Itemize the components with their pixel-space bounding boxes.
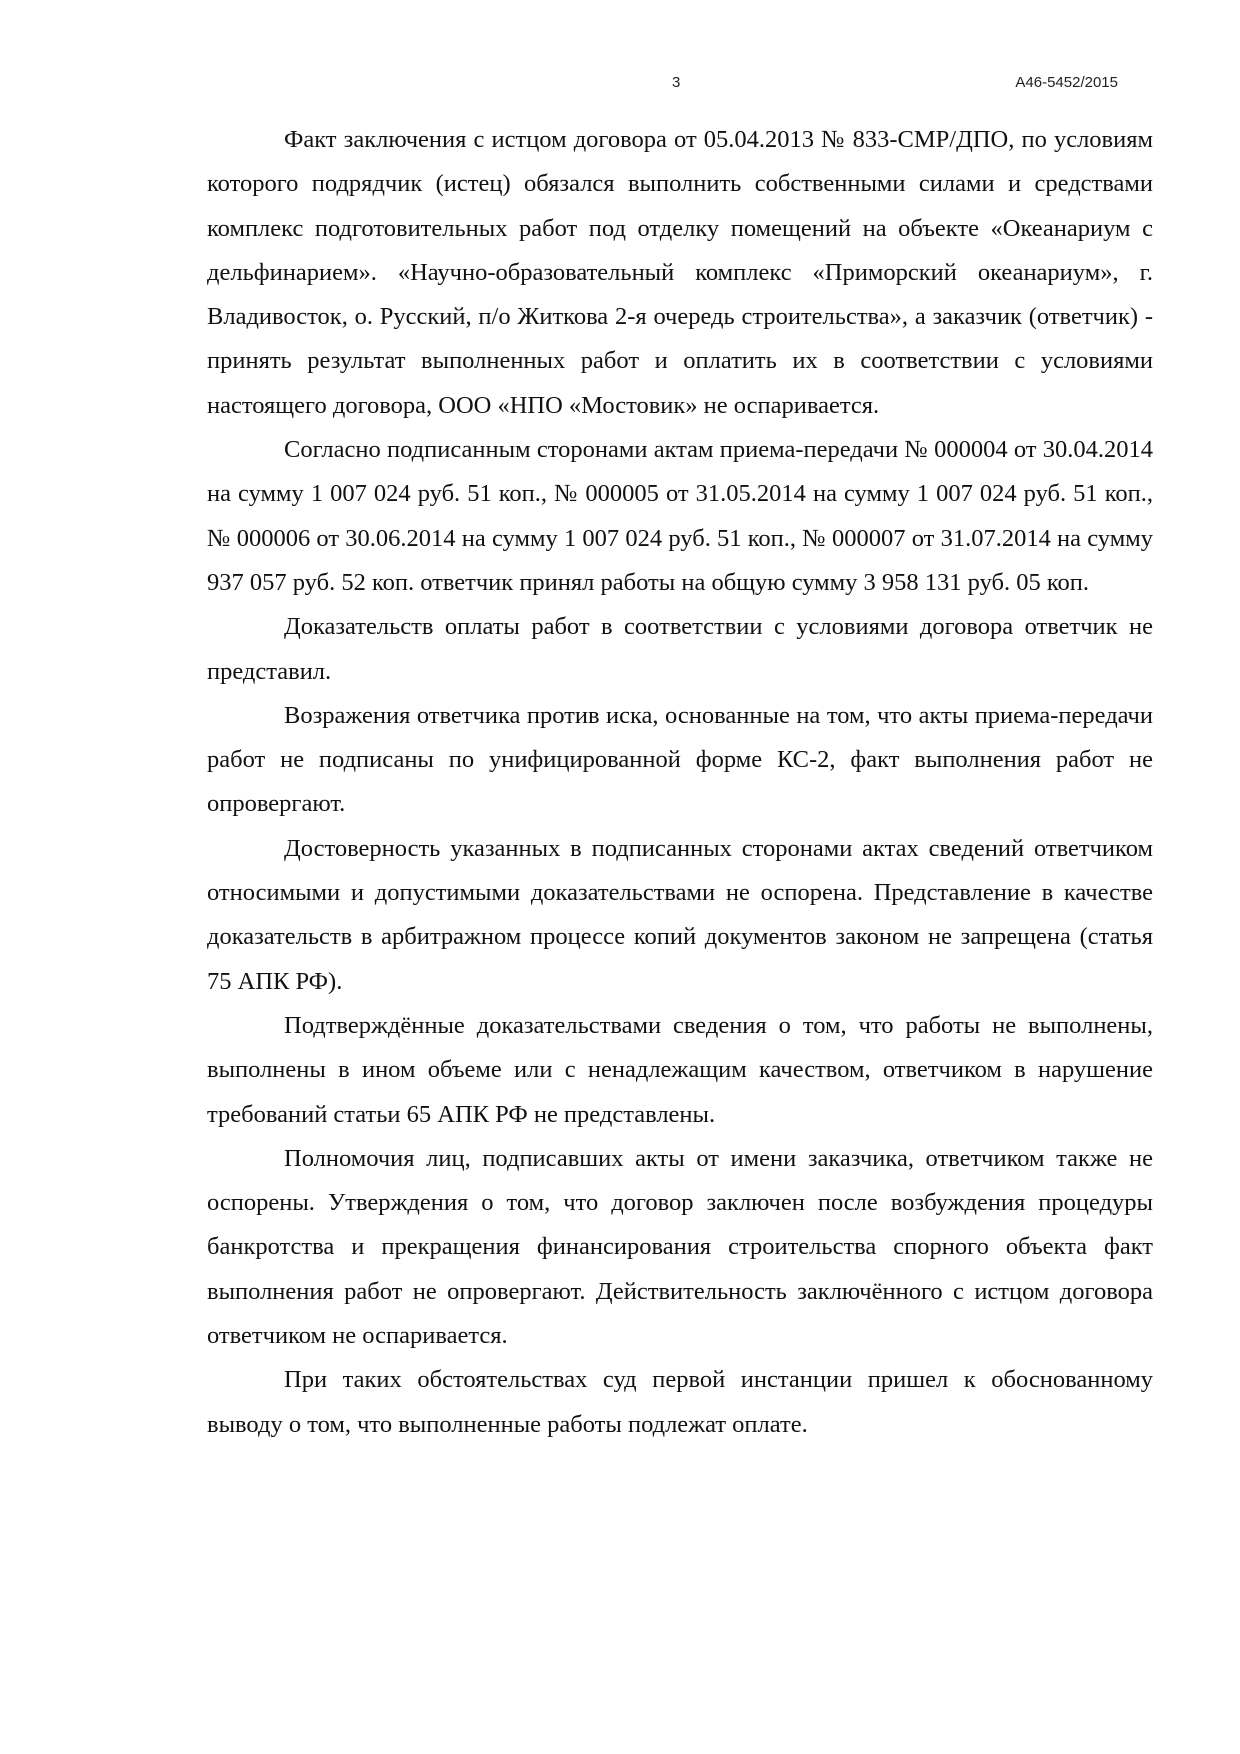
paragraph: Полномочия лиц, подписавших акты от имени заказчика, ответчиком также не оспорены. Утверждения о том, что договор заключен после возбуждения процедуры банкротства и прекращения финансирования строительства спорного объекта факт выполнения работ не опровергают. Действительность заключённого с истцом договора ответчиком не оспаривается. [207,1144,1153,1350]
case-number: А46-5452/2015 [1015,74,1118,91]
paragraph: Достоверность указанных в подписанных сторонами актах сведений ответчиком относимыми и допустимыми доказательствами не оспорена. Представление в качестве доказательств в арбитражном процессе копий документов законом не запрещена (статья 75 АПК РФ). [207,834,1153,995]
paragraph: Подтверждённые доказательствами сведения о том, что работы не выполнены, выполнены в ином объеме или с ненадлежащим качеством, ответчиком в нарушение требований статьи 65 АПК РФ не представлены. [207,1011,1153,1128]
paragraph: Согласно подписанным сторонами актам приема-передачи № 000004 от 30.04.2014 на сумму 1 007 024 руб. 51 коп., № 000005 от 31.05.2014 на сумму 1 007 024 руб. 51 коп., № 000006 от 30.06.2014 на сумму 1 007 024 руб. 51 коп., № 000007 от 31.07.2014 на сумму 937 057 руб. 52 коп. ответчик принял работы на общую сумму 3 958 131 руб. 05 коп. [207,436,1153,596]
paragraph: Факт заключения с истцом договора от 05.04.2013 № 833-СМР/ДПО, по условиям которого подрядчик (истец) обязался выполнить собственными силами и средствами комплекс подготовительных работ под отделку помещений на объекте «Океанариум с дельфинарием». «Научно-образовательный комплекс «Приморский океанариум», г. Владивосток, о. Русский, п/о Житкова 2-я очередь строительства», а заказчик (ответчик) - принять результат выполненных работ и оплатить их в соответствии с условиями настоящего договора, ООО «НПО «Мостовик» не оспаривается. [207,126,1153,419]
page-header [0,74,1240,98]
paragraph: При таких обстоятельствах суд первой инстанции пришел к обоснованному выводу о том, что выполненные работы подлежат оплате. [207,1366,1153,1438]
page-number: 3 [672,74,681,91]
document-body [207,118,1153,1447]
paragraph: Возражения ответчика против иска, основанные на том, что акты приема-передачи работ не подписаны по унифицированной форме КС-2, факт выполнения работ не опровергают. [207,701,1153,818]
paragraph: Доказательств оплаты работ в соответствии с условиями договора ответчик не представил. [207,613,1153,685]
